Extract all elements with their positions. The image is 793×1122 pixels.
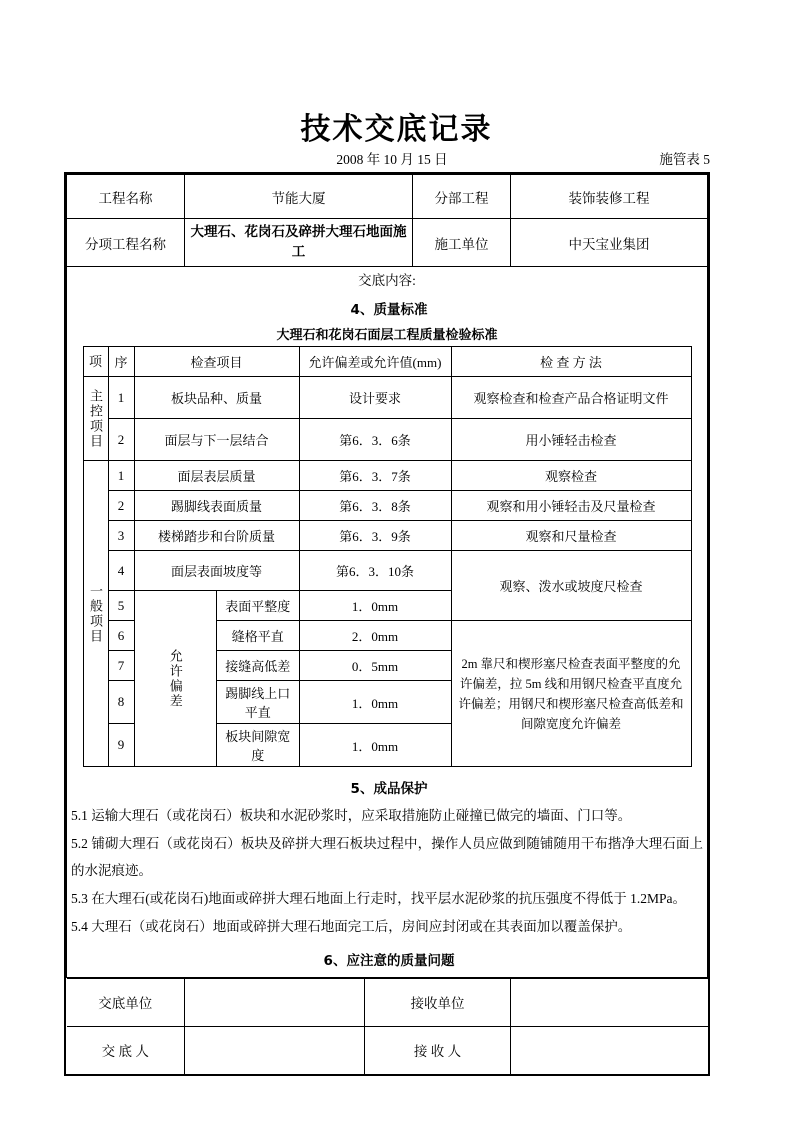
- row-tolerance: 2．0mm: [299, 621, 451, 651]
- content-label: 交底内容:: [358, 273, 416, 288]
- paragraph-5-4: 5.4 大理石（或花岗石）地面或碎拼大理石地面完工后，房间应封闭或在其表面加以覆盖保护。: [71, 919, 632, 935]
- table-row: [83, 551, 691, 591]
- table-row: [83, 377, 691, 419]
- row-method: 观察、泼水或坡度尺检查: [451, 551, 691, 621]
- row-seq: 1: [108, 377, 134, 419]
- table-row: [83, 461, 691, 491]
- row-inspect-item: 板块间隙宽度: [217, 724, 300, 767]
- receiver-value[interactable]: [511, 1026, 708, 1074]
- row-inspect-item: 表面平整度: [217, 591, 300, 621]
- tolerance-group-label: 允许偏差: [134, 591, 217, 767]
- subitem-label: 分项工程名称: [67, 219, 185, 267]
- row-inspect-item: 面层表面坡度等: [134, 551, 299, 591]
- row-tolerance: 1．0mm: [299, 681, 451, 724]
- row-tolerance: 第6．3．9条: [299, 521, 451, 551]
- group-main-label: 主控项目: [83, 377, 108, 461]
- division-value: 装饰装修工程: [511, 175, 708, 219]
- row-tolerance: 第6．3．7条: [299, 461, 451, 491]
- col-header-method: 检 查 方 法: [451, 347, 691, 377]
- row-method: 观察和尺量检查: [451, 521, 691, 551]
- section-5-heading: 5、成品保护: [350, 781, 428, 797]
- paragraph-5-3: 5.3 在大理石(或花岗石)地面或碎拼大理石地面上行走时，找平层水泥砂浆的抗压强度不得低于 1.2MPa。: [71, 890, 686, 906]
- row-inspect-item: 踢脚线表面质量: [134, 491, 299, 521]
- table-header-row: [83, 347, 691, 377]
- construction-unit-value: 中天宝业集团: [511, 219, 708, 267]
- group-general-label: 一般项目: [83, 461, 108, 767]
- construction-unit-label: 施工单位: [413, 219, 511, 267]
- project-name-value: 节能大厦: [185, 175, 413, 219]
- row-tolerance: 第6．3．10条: [299, 551, 451, 591]
- row-inspect-item: 踢脚线上口平直: [217, 681, 300, 724]
- paragraph-5-1: 5.1 运输大理石（或花岗石）板块和水泥砂浆时，应采取措施防止碰撞已做完的墙面、门口等。: [71, 808, 632, 823]
- row-method: 观察检查和检查产品合格证明文件: [451, 377, 691, 419]
- col-header-inspect-item: 检查项目: [134, 347, 299, 377]
- page-title: 技术交底记录: [300, 112, 493, 147]
- row-tolerance: 设计要求: [299, 377, 451, 419]
- subitem-value: 大理石、花岗石及碎拼大理石地面施工: [185, 219, 413, 267]
- row-seq: 1: [108, 461, 134, 491]
- table-row: [67, 219, 708, 267]
- paragraph-5-2: 5.2 铺砌大理石（或花岗石）板块及碎拼大理石板块过程中，操作人员应做到随铺随用干布揩净大理石面上的水泥痕迹。: [71, 836, 703, 878]
- row-seq: 4: [108, 551, 134, 591]
- division-label: 分部工程: [413, 175, 511, 219]
- signature-table: [67, 978, 708, 1075]
- form-number: 施管表 5: [659, 152, 710, 167]
- table-row: [67, 175, 708, 219]
- table-row: [83, 491, 691, 521]
- signature-table-wrapper: [67, 977, 708, 1074]
- row-inspect-item: 楼梯踏步和台阶质量: [134, 521, 299, 551]
- tolerance-method-merged: 2m 靠尺和楔形塞尺检查表面平整度的允许偏差，拉 5m 线和用钢尺检查平直度允许偏差；用钢尺和楔形塞尺检查高低差和间隙宽度允许偏差: [451, 621, 691, 767]
- row-seq: 5: [108, 591, 134, 621]
- row-inspect-item: 面层表层质量: [134, 461, 299, 491]
- quality-table-title: 大理石和花岗石面层工程质量检验标准: [276, 328, 498, 343]
- row-tolerance: 第6．3．8条: [299, 491, 451, 521]
- section-6-heading: 6、应注意的质量问题: [323, 952, 455, 969]
- receiving-unit-value[interactable]: [511, 978, 708, 1026]
- discloser-value[interactable]: [185, 1026, 365, 1074]
- row-tolerance: 第6．3．6条: [299, 419, 451, 461]
- disclosure-content-cell: [67, 267, 708, 978]
- row-tolerance: 1．0mm: [299, 591, 451, 621]
- row-seq: 7: [108, 651, 134, 681]
- row-method: 观察检查: [451, 461, 691, 491]
- table-row: [83, 521, 691, 551]
- receiving-unit-label: 接收单位: [365, 978, 511, 1026]
- row-inspect-item: 板块品种、质量: [134, 377, 299, 419]
- row-seq: 9: [108, 724, 134, 767]
- table-row: [67, 978, 708, 1026]
- content-row: [67, 267, 708, 978]
- col-header-tolerance: 允许偏差或允许值(mm): [299, 347, 451, 377]
- disclosure-unit-label: 交底单位: [67, 978, 185, 1026]
- discloser-label: 交 底 人: [67, 1026, 185, 1074]
- table-row: [67, 1026, 708, 1074]
- row-tolerance: 0．5mm: [299, 651, 451, 681]
- receiver-label: 接 收 人: [365, 1026, 511, 1074]
- outer-table: [66, 174, 708, 1074]
- main-frame: [64, 172, 710, 1076]
- row-inspect-item: 接缝高低差: [217, 651, 300, 681]
- document-date: 2008 年 10 月 15 日: [336, 152, 448, 167]
- row-method: 观察和用小锤轻击及尺量检查: [451, 491, 691, 521]
- quality-inspection-table: [83, 346, 692, 767]
- col-header-seq: 序: [108, 347, 134, 377]
- subtitle-row: [64, 148, 710, 168]
- row-seq: 6: [108, 621, 134, 651]
- row-seq: 3: [108, 521, 134, 551]
- signature-row: [67, 977, 708, 1074]
- project-name-label: 工程名称: [67, 175, 185, 219]
- row-seq: 2: [108, 491, 134, 521]
- disclosure-unit-value[interactable]: [185, 978, 365, 1026]
- row-seq: 2: [108, 419, 134, 461]
- table-row: [83, 419, 691, 461]
- section-4-heading: 4、质量标准: [350, 302, 428, 318]
- row-method: 用小锤轻击检查: [451, 419, 691, 461]
- row-seq: 8: [108, 681, 134, 724]
- row-inspect-item: 缝格平直: [217, 621, 300, 651]
- row-tolerance: 1．0mm: [299, 724, 451, 767]
- row-inspect-item: 面层与下一层结合: [134, 419, 299, 461]
- col-header-item: 项: [83, 347, 108, 377]
